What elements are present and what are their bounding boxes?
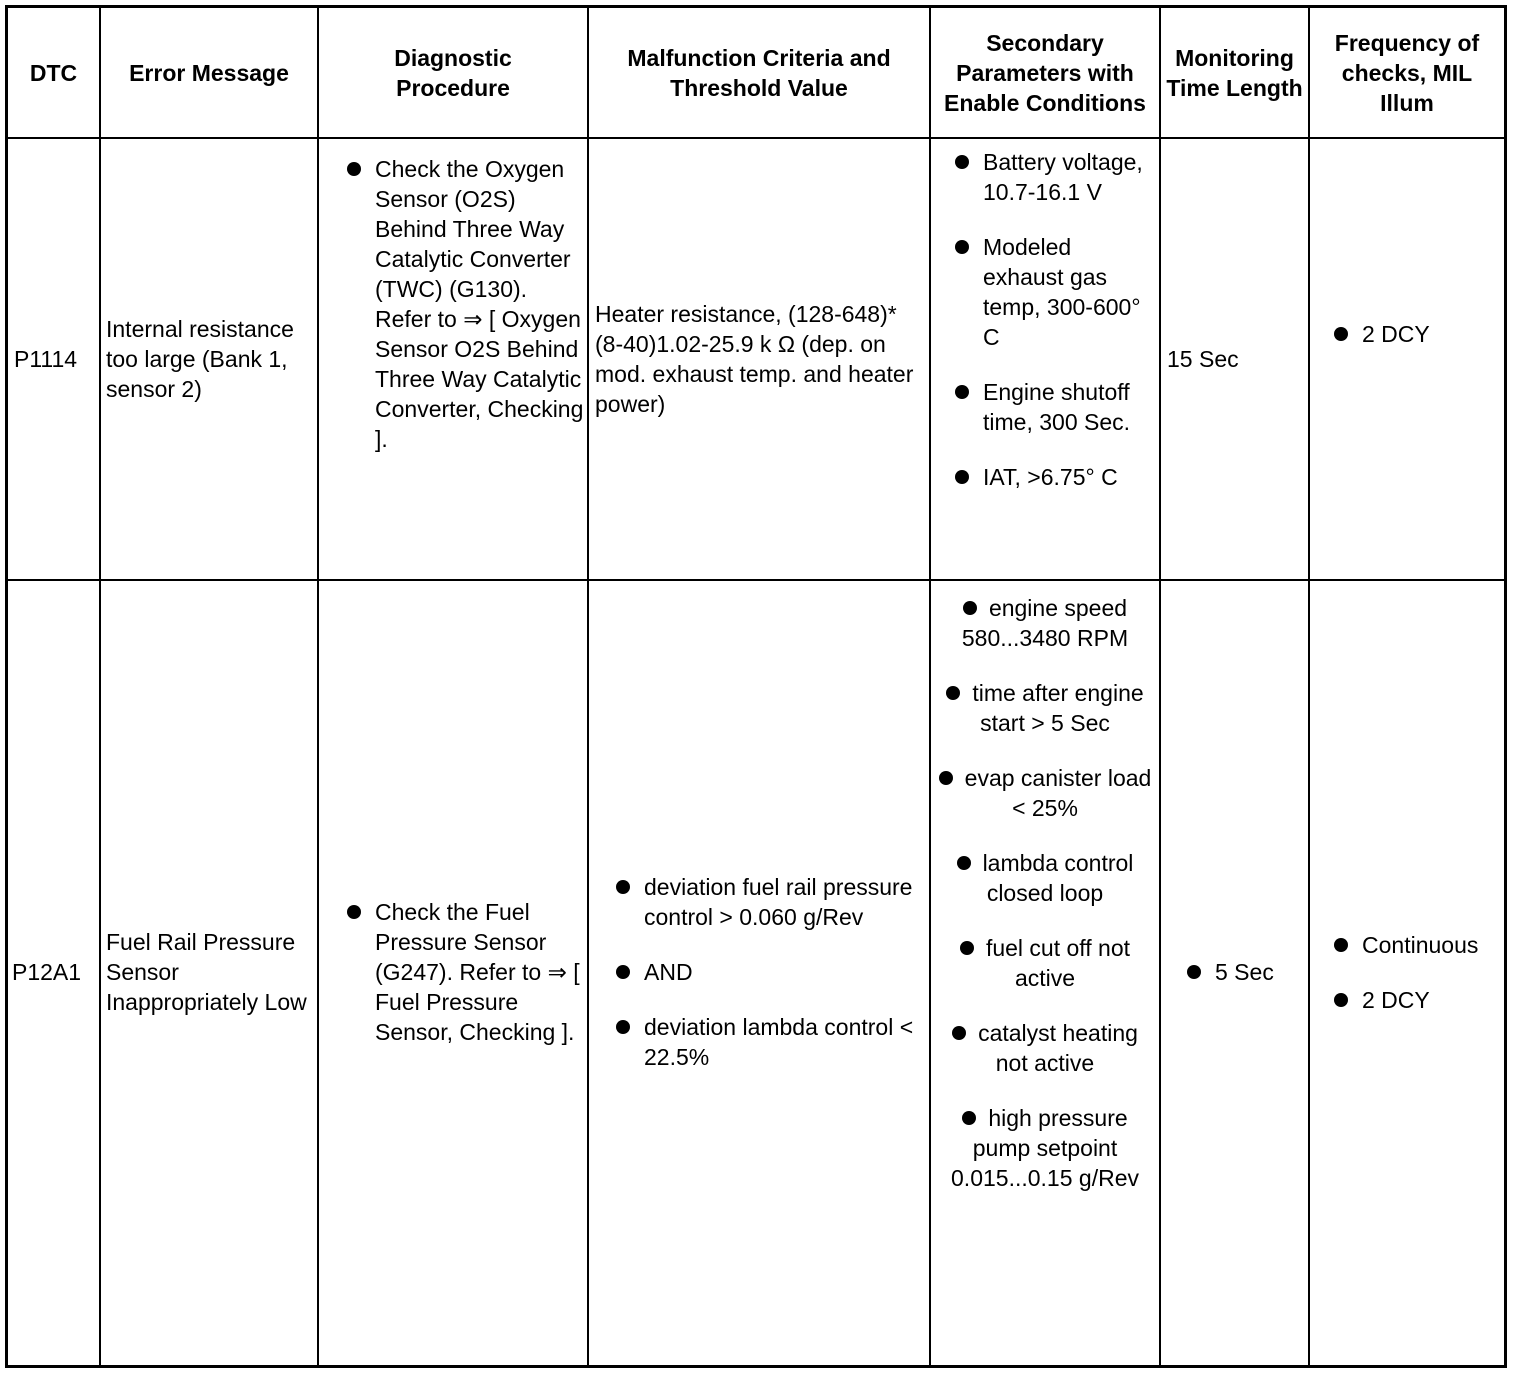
- row1-diagnostic-step: Check the Oxygen Sensor (O2S) Behind Three Way Catalytic Converter (TWC) (G130). Refer to ⇒ [ Oxygen Sensor O2S Behind Three Way Catalytic Converter, Checking ].: [345, 154, 585, 454]
- row1-parameter: IAT, >6.75° C: [953, 462, 1155, 492]
- row1-parameter-list: [953, 147, 1155, 492]
- header-monitoring-time: Monitoring Time Length: [1166, 44, 1303, 101]
- row1-error-message: Internal resistance too large (Bank 1, sensor 2): [106, 316, 294, 402]
- row2-monitoring-list: [1185, 957, 1274, 987]
- row2-criteria-list: [614, 872, 923, 1072]
- row1-diagnostic-list: [345, 154, 585, 454]
- row2-diagnostic-step: Check the Fuel Pressure Sensor (G247). Refer to ⇒ [ Fuel Pressure Sensor, Checking ].: [345, 897, 585, 1047]
- bullet-icon: [939, 771, 953, 785]
- row2-parameter: high pressure pump setpoint 0.015...0.15 g/Rev: [951, 1105, 1139, 1191]
- row2-monitoring-time: [1161, 581, 1308, 1363]
- row2-criteria-item: deviation lambda control < 22.5%: [614, 1012, 923, 1072]
- row2-criteria-item: AND: [614, 957, 923, 987]
- bullet-icon: [957, 856, 971, 870]
- row2-parameter-list: [935, 593, 1155, 1193]
- row1-frequency: [1310, 139, 1504, 579]
- row1-monitoring-time: 15 Sec: [1167, 346, 1239, 372]
- bullet-icon: [952, 1026, 966, 1040]
- row1-parameter: Modeled exhaust gas temp, 300-600° C: [953, 232, 1155, 352]
- row2-dtc: P12A1: [12, 959, 82, 985]
- row2-parameter: catalyst heating not active: [935, 1018, 1155, 1078]
- bullet-icon: [962, 1111, 976, 1125]
- bullet-icon: [963, 601, 977, 615]
- row1-diagnostic-procedure: [319, 139, 587, 579]
- row2-frequency-list: [1332, 930, 1478, 1015]
- row1-parameter: Battery voltage, 10.7-16.1 V: [953, 147, 1155, 207]
- row1-malfunction-criteria: Heater resistance, (128-648)*(8-40)1.02-25.9 k Ω (dep. on mod. exhaust temp. and heater power): [595, 301, 914, 417]
- row2-frequency: [1310, 581, 1504, 1363]
- row1-dtc: P1114: [14, 346, 78, 372]
- header-malfunction-criteria: Malfunction Criteria and Threshold Value: [627, 44, 891, 101]
- row2-monitoring-item: 5 Sec: [1185, 957, 1274, 987]
- row2-diagnostic-procedure: [319, 581, 587, 1363]
- row2-parameter: evap canister load < 25%: [935, 763, 1155, 823]
- row2-secondary-parameters: [931, 581, 1159, 1363]
- row2-parameter: engine speed 580...3480 RPM: [961, 595, 1129, 651]
- header-secondary-parameters: Secondary Parameters with Enable Conditions: [944, 29, 1146, 116]
- row2-parameter: lambda control closed loop: [935, 848, 1155, 908]
- row1-secondary-parameters: [931, 139, 1159, 579]
- header-dtc: DTC: [29, 59, 78, 86]
- row2-error-message: Fuel Rail Pressure Sensor Inappropriately Low: [106, 929, 307, 1015]
- row2-criteria-item: deviation fuel rail pressure control > 0.060 g/Rev: [614, 872, 923, 932]
- row1-parameter: Engine shutoff time, 300 Sec.: [953, 377, 1155, 437]
- row1-frequency-item: 2 DCY: [1332, 319, 1500, 349]
- header-frequency: Frequency of checks, MIL Illum: [1334, 29, 1480, 116]
- bullet-icon: [946, 686, 960, 700]
- header-diagnostic-procedure: Diagnostic Procedure: [394, 44, 512, 101]
- row2-frequency-item: 2 DCY: [1332, 985, 1478, 1015]
- row2-parameter: fuel cut off not active: [935, 933, 1155, 993]
- header-error-message: Error Message: [129, 59, 289, 86]
- dtc-table: [5, 5, 1507, 1368]
- row2-malfunction-criteria: [589, 581, 929, 1363]
- row2-frequency-item: Continuous: [1332, 930, 1478, 960]
- bullet-icon: [960, 941, 974, 955]
- row2-parameter: time after engine start > 5 Sec: [935, 678, 1155, 738]
- row1-frequency-list: [1332, 319, 1500, 349]
- row2-diagnostic-list: [345, 897, 585, 1047]
